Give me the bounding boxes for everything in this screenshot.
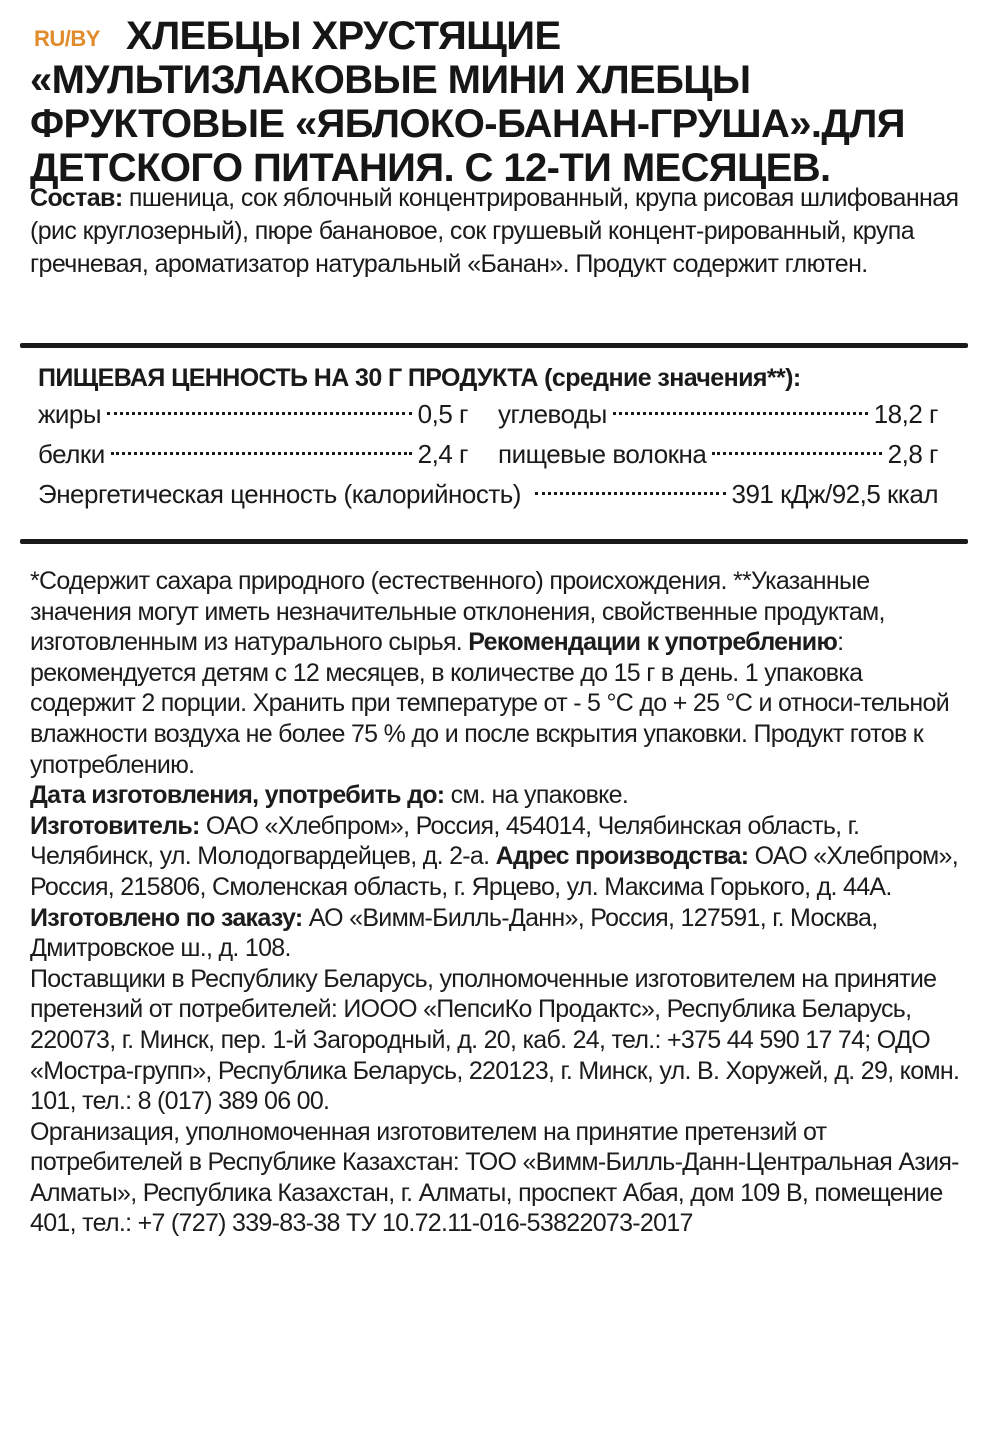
protein-value: 2,4 г xyxy=(417,439,468,469)
maker-paragraph xyxy=(30,811,970,964)
kazakhstan-paragraph: Организация, уполномоченная изготовителем на принятие претензий от потребителей в Республике Казахстан: ТОО «Вимм-Билль-Данн-Центральная Азия-Алматы», Республика Казахстан, г. Алматы, проспект Абая, дом 109 В, помещение 401, тел.: +7 (727) 339-83-38 ТУ 10.72.11-016-53822073-2017 xyxy=(30,1117,959,1238)
composition xyxy=(30,182,970,281)
divider-top xyxy=(20,343,968,348)
nutrition-row xyxy=(38,434,948,474)
nutrition-table xyxy=(38,362,948,514)
address-text: ОАО «Хлебпром», Россия, 215806, Смоленская область, г. Ярцево, ул. Максима Горького, д. 44А. xyxy=(30,842,958,901)
header xyxy=(30,14,970,190)
language-tag: RU/BY xyxy=(34,26,100,51)
nutrition-row xyxy=(38,394,948,434)
date-paragraph xyxy=(30,780,970,811)
recommendations-label: Рекомендации к употреблению xyxy=(468,628,838,657)
fiber-label: пищевые волокна xyxy=(498,439,707,469)
energy-value: 391 кДж/92,5 ккал xyxy=(731,479,938,509)
composition-text: пшеница, сок яблочный концентрированный, крупа рисовая шлифованная (рис круглозерный), пюре банановое, сок грушевый концент-рированный, крупа гречневая, ароматизатор натуральный «Банан». Продукт содержит глютен. xyxy=(30,184,959,278)
product-title: ХЛЕБЦЫ ХРУСТЯЩИЕ «МУЛЬТИЗЛАКОВЫЕ МИНИ ХЛЕБЦЫ ФРУКТОВЫЕ «ЯБЛОКО-БАНАН-ГРУША».ДЛЯ ДЕТСКОГО ПИТАНИЯ. С 12-ТИ МЕСЯЦЕВ. xyxy=(30,14,905,190)
info-text xyxy=(30,566,970,1239)
maker-text: ОАО «Хлебпром», Россия, 454014, Челябинская область, г. Челябинск, ул. Молодогвардейцев, д. 2-а. xyxy=(30,811,860,871)
order-label: Изготовлено по заказу: xyxy=(30,903,303,932)
sugar-note: *Содержит сахара природного (естественного) происхождения. **Указанные значения могут иметь незначительные отклонения, свойственные продуктам, изготовленным из натурального сырья. xyxy=(30,567,885,657)
fat-value: 0,5 г xyxy=(417,399,468,429)
fiber-value: 2,8 г xyxy=(887,439,938,469)
maker-label: Изготовитель: xyxy=(30,811,200,840)
carbs-value: 18,2 г xyxy=(873,399,938,429)
date-label: Дата изготовления, употребить до: xyxy=(30,781,445,810)
divider-bottom xyxy=(20,539,968,544)
info-paragraph xyxy=(30,566,970,780)
carbs-label: углеводы xyxy=(498,399,607,429)
date-text: см. на упаковке. xyxy=(444,781,629,810)
fat-label: жиры xyxy=(38,399,102,429)
composition-label: Состав: xyxy=(30,184,123,212)
energy-row xyxy=(38,474,948,514)
energy-label: Энергетическая ценность (калорийность) xyxy=(38,479,521,509)
order-text: АО «Вимм-Билль-Данн», Россия, 127591, г. Москва, Дмитровское ш., д. 108. xyxy=(30,903,878,963)
address-label: Адрес производства: xyxy=(495,842,749,871)
protein-label: белки xyxy=(38,439,105,469)
recommendations-text: : рекомендуется детям с 12 месяцев, в количестве до 15 г в день. 1 упаковка содержит 2 порции. Хранить при температуре от - 5 °С до + 25 °С и относи-тельной влажности воздуха не более 75 % до и после вскрытия упаковки. Продукт готов к употреблению. xyxy=(30,628,949,779)
belarus-paragraph: Поставщики в Республику Беларусь, уполномоченные изготовителем на принятие претензий от потребителей: ИООО «ПепсиКо Продактс», Республика Беларусь, 220073, г. Минск, пер. 1-й Загородный, д. 20, каб. 24, тел.: +375 44 590 17 74; ОДО «Мостра-групп», Республика Беларусь, 220123, г. Минск, ул. В. Хоружей, д. 29, комн. 101, тел.: 8 (017) 389 06 00. xyxy=(30,964,960,1116)
nutrition-title: ПИЩЕВАЯ ЦЕННОСТЬ НА 30 Г ПРОДУКТА (средние значения**): xyxy=(38,364,801,392)
